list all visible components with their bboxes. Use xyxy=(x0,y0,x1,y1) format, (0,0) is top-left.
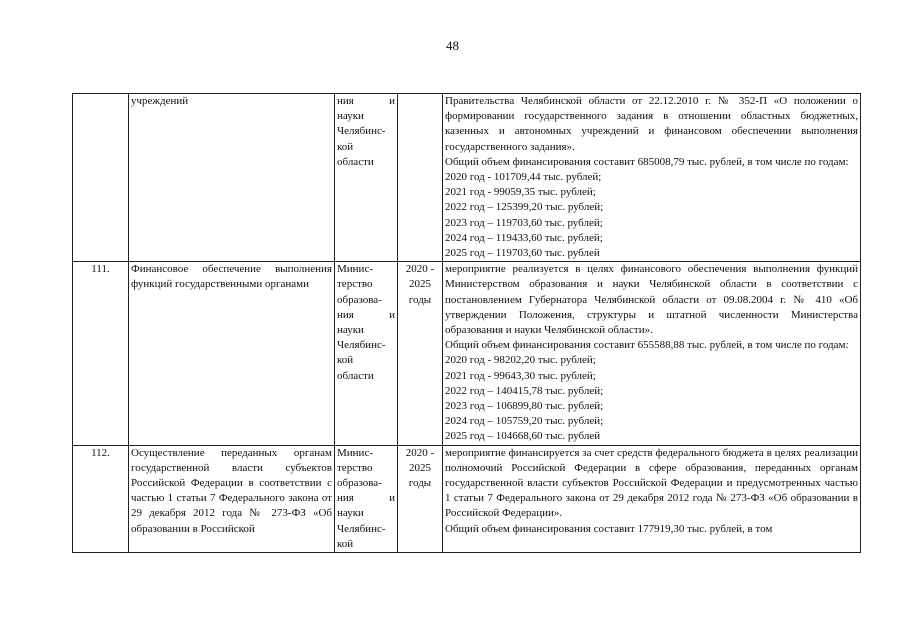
responsible-org xyxy=(335,262,398,445)
period-line: 2020 - xyxy=(405,263,435,276)
org-line: области xyxy=(337,155,374,168)
org-line: Минис- xyxy=(337,263,373,276)
financing-year: 2023 год – 106899,80 тыс. рублей; xyxy=(445,400,604,413)
org-line: Челябинс- xyxy=(337,522,386,535)
description xyxy=(443,262,861,445)
page-number: 48 xyxy=(446,38,459,53)
measures-table xyxy=(72,93,861,553)
org-line: кой xyxy=(337,354,354,367)
period xyxy=(398,445,443,552)
financing-year: 2020 год - 101709,44 тыс. рублей; xyxy=(445,171,602,184)
responsible-org xyxy=(335,445,398,552)
period xyxy=(398,262,443,445)
financing-year: 2024 год – 105759,20 тыс. рублей; xyxy=(445,415,604,428)
org-line: терство xyxy=(337,278,373,291)
period-line: 2020 - xyxy=(405,446,435,459)
description-text: мероприятие реализуется в целях финансового обеспечения выполнения функций Министерством образования и науки Челябинской области в соответствии с постановлением Губернатора Челябинской области от 09.08.2004 г. № 410 «Об утверждении Положения, структуры и штатной численности Министерства образования и науки Челябинской области». xyxy=(445,263,858,337)
description xyxy=(443,94,861,262)
financing-year: 2021 год - 99643,30 тыс. рублей; xyxy=(445,369,596,382)
description xyxy=(443,445,861,552)
period-line: 2025 xyxy=(409,278,431,291)
responsible-org xyxy=(335,94,398,262)
org-line: Минис- xyxy=(337,446,373,459)
financing-total: Общий объем финансирования составит 655588,88 тыс. рублей, в том числе по годам: xyxy=(445,339,849,352)
table-row xyxy=(73,445,861,552)
financing-year: 2025 год – 119703,60 тыс. рублей xyxy=(445,247,600,260)
org-line: ния и xyxy=(337,95,395,107)
financing-year: 2021 год - 99059,35 тыс. рублей; xyxy=(445,186,596,199)
financing-year: 2022 год – 125399,20 тыс. рублей; xyxy=(445,201,604,214)
table-row xyxy=(73,94,861,262)
measure-name-text: Финансовое обеспечение выполнения функций государственными органами xyxy=(131,263,332,291)
measure-name-text: Осуществление переданных органам государственной власти субъектов Российской Федерации в соответствии с частью 1 статьи 7 Федерального закона от 29 декабря 2012 года № 273-ФЗ «Об образовании в Российской xyxy=(131,446,332,535)
financing-year: 2023 год – 119703,60 тыс. рублей; xyxy=(445,216,603,229)
period-line: годы xyxy=(408,293,432,306)
financing-year: 2024 год – 119433,60 тыс. рублей; xyxy=(445,231,603,244)
org-line: терство xyxy=(337,461,373,474)
financing-year: 2025 год – 104668,60 тыс. рублей xyxy=(445,430,601,443)
measure-name xyxy=(129,445,335,552)
org-line: науки xyxy=(337,324,364,337)
description-text: мероприятие финансируется за счет средств федерального бюджета в целях реализации полномочий Российской Федерации в сфере образования, переданных органам государственной власти субъектов Российской Федерации и предусмотренных частью 1 статьи 7 Федерального закона от 29 декабря 2012 года № 273-ФЗ «Об образовании в Российской Федерации». xyxy=(445,446,858,520)
row-number: 111. xyxy=(73,262,129,445)
table-row xyxy=(73,262,861,445)
org-line: образова- xyxy=(337,477,382,490)
financing-year: 2022 год – 140415,78 тыс. рублей; xyxy=(445,384,604,397)
period-line: годы xyxy=(408,477,432,490)
financing-total: Общий объем финансирования составит 177919,30 тыс. рублей, в том xyxy=(445,522,773,535)
period-line: 2025 xyxy=(409,461,431,474)
org-line: кой xyxy=(337,537,354,550)
org-line: ния и xyxy=(337,492,395,505)
org-line: кой xyxy=(337,140,354,153)
measure-name xyxy=(129,94,335,262)
row-number: 112. xyxy=(73,445,129,552)
org-line: науки xyxy=(337,507,364,520)
financing-total: Общий объем финансирования составит 685008,79 тыс. рублей, в том числе по годам: xyxy=(445,155,849,168)
org-line: науки xyxy=(337,110,364,123)
org-line: ния и xyxy=(337,308,395,321)
period xyxy=(398,94,443,262)
org-line: Челябинс- xyxy=(337,339,386,352)
financing-year: 2020 год - 98202,20 тыс. рублей; xyxy=(445,354,596,367)
row-number xyxy=(73,94,129,262)
measure-name-text: учреждений xyxy=(131,95,189,107)
description-text: Правительства Челябинской области от 22.12.2010 г. № 352-П «О положении о формировании государственного задания в отношении областных бюджетных, казенных и автономных учреждений и финансовом обеспечении выполнения государственного задания». xyxy=(445,95,858,153)
measure-name xyxy=(129,262,335,445)
org-line: Челябинс- xyxy=(337,125,386,138)
org-line: образова- xyxy=(337,293,382,306)
org-line: области xyxy=(337,369,374,382)
